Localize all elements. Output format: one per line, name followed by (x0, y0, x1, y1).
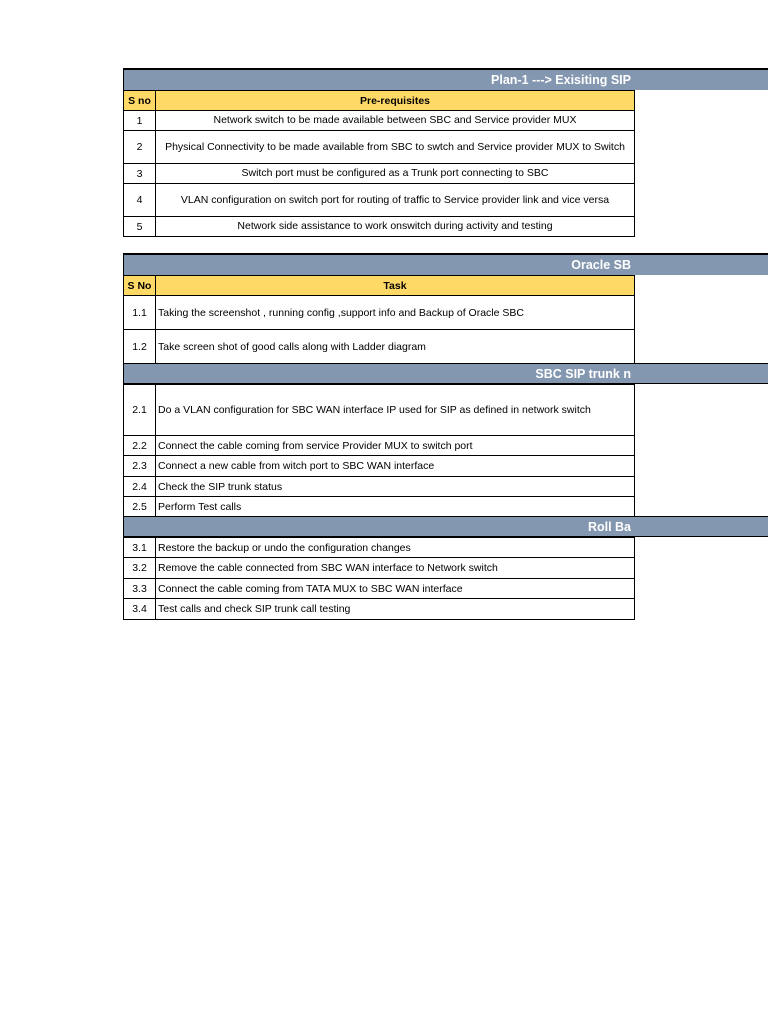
row-sno: 3 (124, 164, 156, 184)
rollback-group-header (123, 516, 768, 537)
row-text: Connect a new cable from witch port to SBC WAN interface (156, 456, 635, 477)
rollback-group-title: Roll Ba (587, 519, 631, 534)
table-row (124, 497, 635, 517)
plan-section-title: Plan-1 ---> Exisiting SIP (491, 73, 631, 87)
row-text: Switch port must be configured as a Trunk port connecting to SBC (156, 164, 635, 184)
table-row (124, 558, 635, 579)
table-row (124, 477, 635, 497)
header-left-border (123, 253, 124, 275)
row-sno: 5 (124, 217, 156, 237)
row-text: Remove the cable connected from SBC WAN interface to Network switch (156, 558, 635, 579)
column-header-prerequisites: Pre-requisites (156, 91, 635, 111)
table-row (124, 164, 635, 184)
table-row (124, 456, 635, 477)
row-text: VLAN configuration on switch port for routing of traffic to Service provider link and vice versa (156, 184, 635, 217)
row-text: Taking the screenshot , running config ,support info and Backup of Oracle SBC (156, 296, 635, 330)
table-row (124, 296, 635, 330)
table-row (124, 599, 635, 620)
row-sno: 1.1 (124, 296, 156, 330)
row-text: Take screen shot of good calls along with Ladder diagram (156, 330, 635, 364)
row-text: Connect the cable coming from TATA MUX to SBC WAN interface (156, 579, 635, 599)
task-table-group-2 (123, 384, 635, 517)
table-row (124, 217, 635, 237)
task-header-row (124, 276, 635, 296)
row-sno: 2.1 (124, 385, 156, 436)
row-sno: 3.2 (124, 558, 156, 579)
column-header-sno: S No (124, 276, 156, 296)
row-text: Network side assistance to work onswitch during activity and testing (156, 217, 635, 237)
table-row (124, 111, 635, 131)
table-row (124, 184, 635, 217)
row-text: Do a VLAN configuration for SBC WAN interface IP used for SIP as defined in network switch (156, 385, 635, 436)
row-sno: 3.3 (124, 579, 156, 599)
row-sno: 2.3 (124, 456, 156, 477)
table-row (124, 579, 635, 599)
row-text: Physical Connectivity to be made available from SBC to swtch and Service provider MUX to Switch (156, 131, 635, 164)
row-sno: 4 (124, 184, 156, 217)
row-sno: 3.4 (124, 599, 156, 620)
sip-trunk-group-header (123, 363, 768, 384)
row-text: Connect the cable coming from service Provider MUX to switch port (156, 436, 635, 456)
row-text: Check the SIP trunk status (156, 477, 635, 497)
task-section-header (123, 253, 768, 275)
table-row (124, 385, 635, 436)
row-sno: 2.4 (124, 477, 156, 497)
table-row (124, 538, 635, 558)
row-text: Network switch to be made available between SBC and Service provider MUX (156, 111, 635, 131)
task-section-title: Oracle SB (571, 258, 631, 272)
row-text: Restore the backup or undo the configuration changes (156, 538, 635, 558)
column-header-sno: S no (124, 91, 156, 111)
sip-trunk-group-title: SBC SIP trunk n (535, 366, 631, 381)
row-sno: 2.5 (124, 497, 156, 517)
row-sno: 2 (124, 131, 156, 164)
row-sno: 1 (124, 111, 156, 131)
row-text: Perform Test calls (156, 497, 635, 517)
row-sno: 2.2 (124, 436, 156, 456)
header-left-border (123, 68, 124, 90)
row-text: Test calls and check SIP trunk call testing (156, 599, 635, 620)
plan-section-header (123, 68, 768, 90)
table-row (124, 131, 635, 164)
table-row (124, 330, 635, 364)
prerequisites-header-row (124, 91, 635, 111)
prerequisites-table (123, 90, 635, 237)
column-header-task: Task (156, 276, 635, 296)
task-table-group-1 (123, 275, 635, 364)
row-sno: 3.1 (124, 538, 156, 558)
task-table-group-3 (123, 537, 635, 620)
table-row (124, 436, 635, 456)
row-sno: 1.2 (124, 330, 156, 364)
